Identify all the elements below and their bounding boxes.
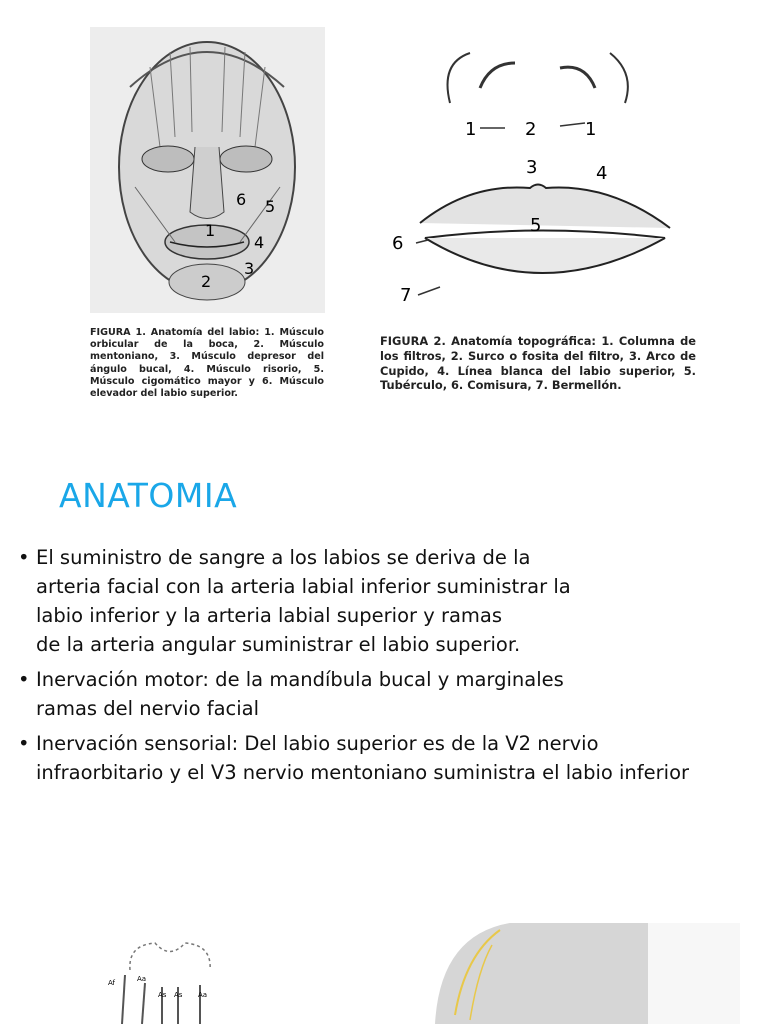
anatomy-bullet-list <box>18 543 758 793</box>
bullet-line: Inervación sensorial: Del labio superior es de la V2 nervio <box>36 732 599 755</box>
bullet-dot: • <box>18 546 30 569</box>
figure-2-label-3: 3 <box>526 157 538 178</box>
figure-2-label-5: 5 <box>530 215 542 236</box>
figure-3-arteries-drawing <box>100 935 240 1024</box>
figure-1-label-5: 5 <box>265 197 276 216</box>
figure-1-face-muscles-image <box>90 27 325 313</box>
figure-3-label-aa-left: Aa <box>137 975 147 983</box>
arteries-sketch <box>100 935 240 1024</box>
figure-2-label-1-left: 1 <box>465 119 477 140</box>
bullet-line: El suministro de sangre a los labios se deriva de la <box>36 546 531 569</box>
figure-1-label-4: 4 <box>254 233 265 252</box>
figure-2-label-4: 4 <box>596 163 608 184</box>
bullet-dot: • <box>18 668 30 691</box>
lip-topography-drawing <box>380 33 695 311</box>
bullet-line: infraorbitario y el V3 nervio mentoniano suministra el labio inferior <box>36 761 690 784</box>
bullet-line: arteria facial con la arteria labial inferior suministrar la <box>36 575 571 598</box>
bullet-sensory-innervation <box>18 729 758 787</box>
section-heading: ANATOMIA <box>59 476 238 515</box>
figure-1-label-2: 2 <box>201 272 212 291</box>
figure-2-label-7: 7 <box>400 285 412 306</box>
figure-2-caption: FIGURA 2. Anatomía topográfica: 1. Columna de los filtros, 2. Surco o fosita del filtro, 3. Arco de Cupido, 4. Línea blanca del labio superior, 5. Tubérculo, 6. Comisura, 7. Bermellón. <box>380 334 696 393</box>
figure-2-lip-topography-image <box>380 33 695 311</box>
face-muscles-drawing <box>90 27 325 313</box>
bullet-line: ramas del nervio facial <box>36 697 260 720</box>
figure-2-label-2: 2 <box>525 119 537 140</box>
figure-3-label-as-right: As <box>174 991 183 999</box>
figure-4-nerve-drawing <box>420 905 740 1024</box>
bullet-dot: • <box>18 732 30 755</box>
bullet-motor-innervation <box>18 665 758 723</box>
bullet-line: labio inferior y la arteria labial superior y ramas <box>36 604 503 627</box>
figure-1-label-3: 3 <box>244 259 255 278</box>
nerve-sketch <box>420 905 740 1024</box>
bullet-blood-supply <box>18 543 758 659</box>
figure-3-label-af: Af <box>108 979 116 987</box>
figure-1-label-1: 1 <box>205 221 216 240</box>
figure-3-label-aa-right: Aa <box>198 991 208 999</box>
bullet-line: de la arteria angular suministrar el labio superior. <box>36 633 521 656</box>
figure-1-label-6: 6 <box>236 190 247 209</box>
figure-2-label-1-right: 1 <box>585 119 597 140</box>
figure-2-label-6: 6 <box>392 233 404 254</box>
figure-3-label-as-left: As <box>158 991 167 999</box>
bullet-line: Inervación motor: de la mandíbula bucal y marginales <box>36 668 564 691</box>
figure-1-caption: FIGURA 1. Anatomía del labio: 1. Músculo orbicular de la boca, 2. Músculo mentoniano, 3. Músculo depresor del ángulo bucal, 4. Músculo risorio, 5. Músculo cigomático mayor y 6. Músculo elevador del labio superior. <box>90 327 324 400</box>
